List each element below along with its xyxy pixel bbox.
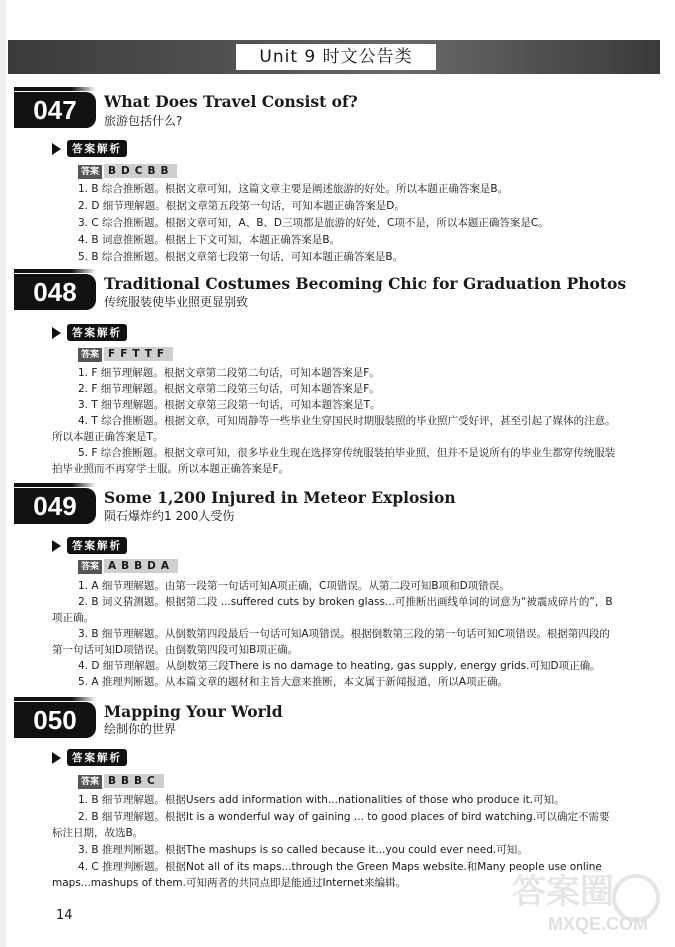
answer-item: 2. B 细节理解题。根据It is a wonderful way of gaining ... to good places of bird watching.可以确定不需要标注日期，故选B。: [52, 811, 610, 839]
answer-key-row: [78, 774, 164, 788]
section-number-badge: 050: [14, 702, 96, 738]
answer-heading: [52, 138, 127, 154]
triangle-bullet-icon: [52, 752, 61, 764]
answer-item: 4. B 词意推断题。根据上下文可知，本题正确答案是B。: [78, 234, 341, 246]
key-label: 答案: [78, 348, 102, 362]
answer-item: 2. F 细节理解题。根据文章第二段第三句话，可知本题答案是F。: [78, 383, 380, 395]
answer-item: 1. A 细节理解题。由第一段第一句话可知A项正确，C项错误。从第二段可知B项和D项错误。: [78, 580, 510, 592]
answer-key: BDCBB: [104, 164, 177, 178]
section-title-en: What Does Travel Consist of?: [104, 92, 358, 111]
section-title-en: Traditional Costumes Becoming Chic for Graduation Photos: [104, 274, 627, 293]
answer-item: 3. C 综合推断题。根据文章可知，A、B、D三项都是旅游的好处，C项不是，所以本题正确答案是C。: [78, 217, 549, 229]
answer-item: 1. F 细节理解题。根据文章第二段第二句话，可知本题答案是F。: [78, 367, 380, 379]
answer-item: 1. B 综合推断题。根据文章可知，这篇文章主要是阐述旅游的好处。所以本题正确答案是B。: [78, 183, 509, 195]
answer-item: 2. D 细节理解题。根据文章第五段第一句话，可知本题正确答案是D。: [78, 200, 405, 212]
answer-key-row: [78, 164, 177, 178]
section-number-badge: 049: [14, 488, 96, 524]
answer-item: 5. A 推理判断题。从本篇文章的题材和主旨大意来推断，本文属于新闻报道，所以A项正确。: [78, 676, 509, 688]
answer-item: 5. F 综合推断题。根据文章可知，很多毕业生现在选择穿传统服装拍毕业照，但并不是说所有的毕业生都穿传统服装拍毕业照而不再穿学士服。所以本题正确答案是F。: [52, 447, 616, 475]
answer-item: 4. C 推理判断题。根据Not all of its maps...through the Green Maps website.和Many people use online maps...mashups of them.可知两者的共同点即是能通过Internet来编辑。: [52, 861, 602, 889]
section-number-badge: 047: [14, 92, 96, 128]
key-label: 答案: [78, 775, 102, 789]
key-label: 答案: [78, 165, 102, 179]
section-number-badge: 048: [14, 274, 96, 310]
answer-label: 答案解析: [67, 749, 127, 766]
answer-item: 3. T 细节理解题。根据文章第三段第一句话，可知本题答案是T。: [78, 399, 381, 411]
answer-item: 2. B 词义猜测题。根据第二段 ...suffered cuts by broken glass...可推断出画线单词的词意为“被震成碎片的”，B项正确。: [52, 596, 613, 624]
page-number: 14: [56, 908, 73, 923]
answer-key: ABBDA: [104, 559, 178, 573]
triangle-bullet-icon: [52, 540, 61, 552]
key-label: 答案: [78, 560, 102, 574]
watermark: [512, 872, 667, 942]
triangle-bullet-icon: [52, 327, 61, 339]
answer-key: BBBC: [104, 774, 164, 788]
section-title-cn: 绘制你的世界: [104, 722, 177, 736]
section-title-en: Some 1,200 Injured in Meteor Explosion: [104, 488, 456, 507]
section-title-cn: 旅游包括什么?: [104, 114, 183, 128]
answer-label: 答案解析: [67, 140, 127, 157]
watermark-text: 答案圈: [512, 873, 614, 911]
answer-item: 4. D 细节理解题。从倒数第三段There is no damage to heating, gas supply, energy grids.可知D项正确。: [78, 660, 601, 672]
answer-item: 3. B 推理判断题。根据The mashups is so called because it...you could ever need.可知。: [78, 844, 528, 856]
answer-heading: [52, 322, 127, 338]
answer-item: 3. B 细节理解题。从倒数第四段最后一句话可知A项错误。根据倒数第三段的第一句话可知C项错误。根据第四段的第一句话可知D项错误。由倒数第四段可知B项正确。: [52, 628, 610, 656]
answer-label: 答案解析: [67, 537, 127, 554]
answer-label: 答案解析: [67, 324, 127, 341]
answer-heading: [52, 535, 127, 551]
answer-key-row: [78, 559, 178, 573]
watermark-url: MXQE.COM: [548, 914, 649, 934]
answer-key: FFTTF: [104, 347, 173, 361]
section-title-cn: 传统服装使毕业照更显别致: [104, 295, 249, 309]
answer-item: 1. B 细节理解题。根据Users add information with...nationalities of those who produce it.可知。: [78, 794, 565, 806]
answer-item: 5. B 综合推断题。根据文章第七段第一句话，可知本题正确答案是B。: [78, 251, 404, 263]
triangle-bullet-icon: [52, 143, 61, 155]
section-title-cn: 陨石爆炸约1 200人受伤: [104, 509, 235, 523]
answer-heading: [52, 747, 127, 763]
scan-edge: [0, 0, 6, 947]
section-title-en: Mapping Your World: [104, 702, 283, 721]
answer-key-row: [78, 347, 173, 361]
answer-item: 4. T 综合推断题。根据文章，可知周静等一些毕业生穿国民时期服装照的毕业照广受好评，甚至引起了媒体的注意。所以本题正确答案是T。: [52, 415, 616, 443]
unit-title: Unit 9 时文公告类: [236, 44, 436, 70]
